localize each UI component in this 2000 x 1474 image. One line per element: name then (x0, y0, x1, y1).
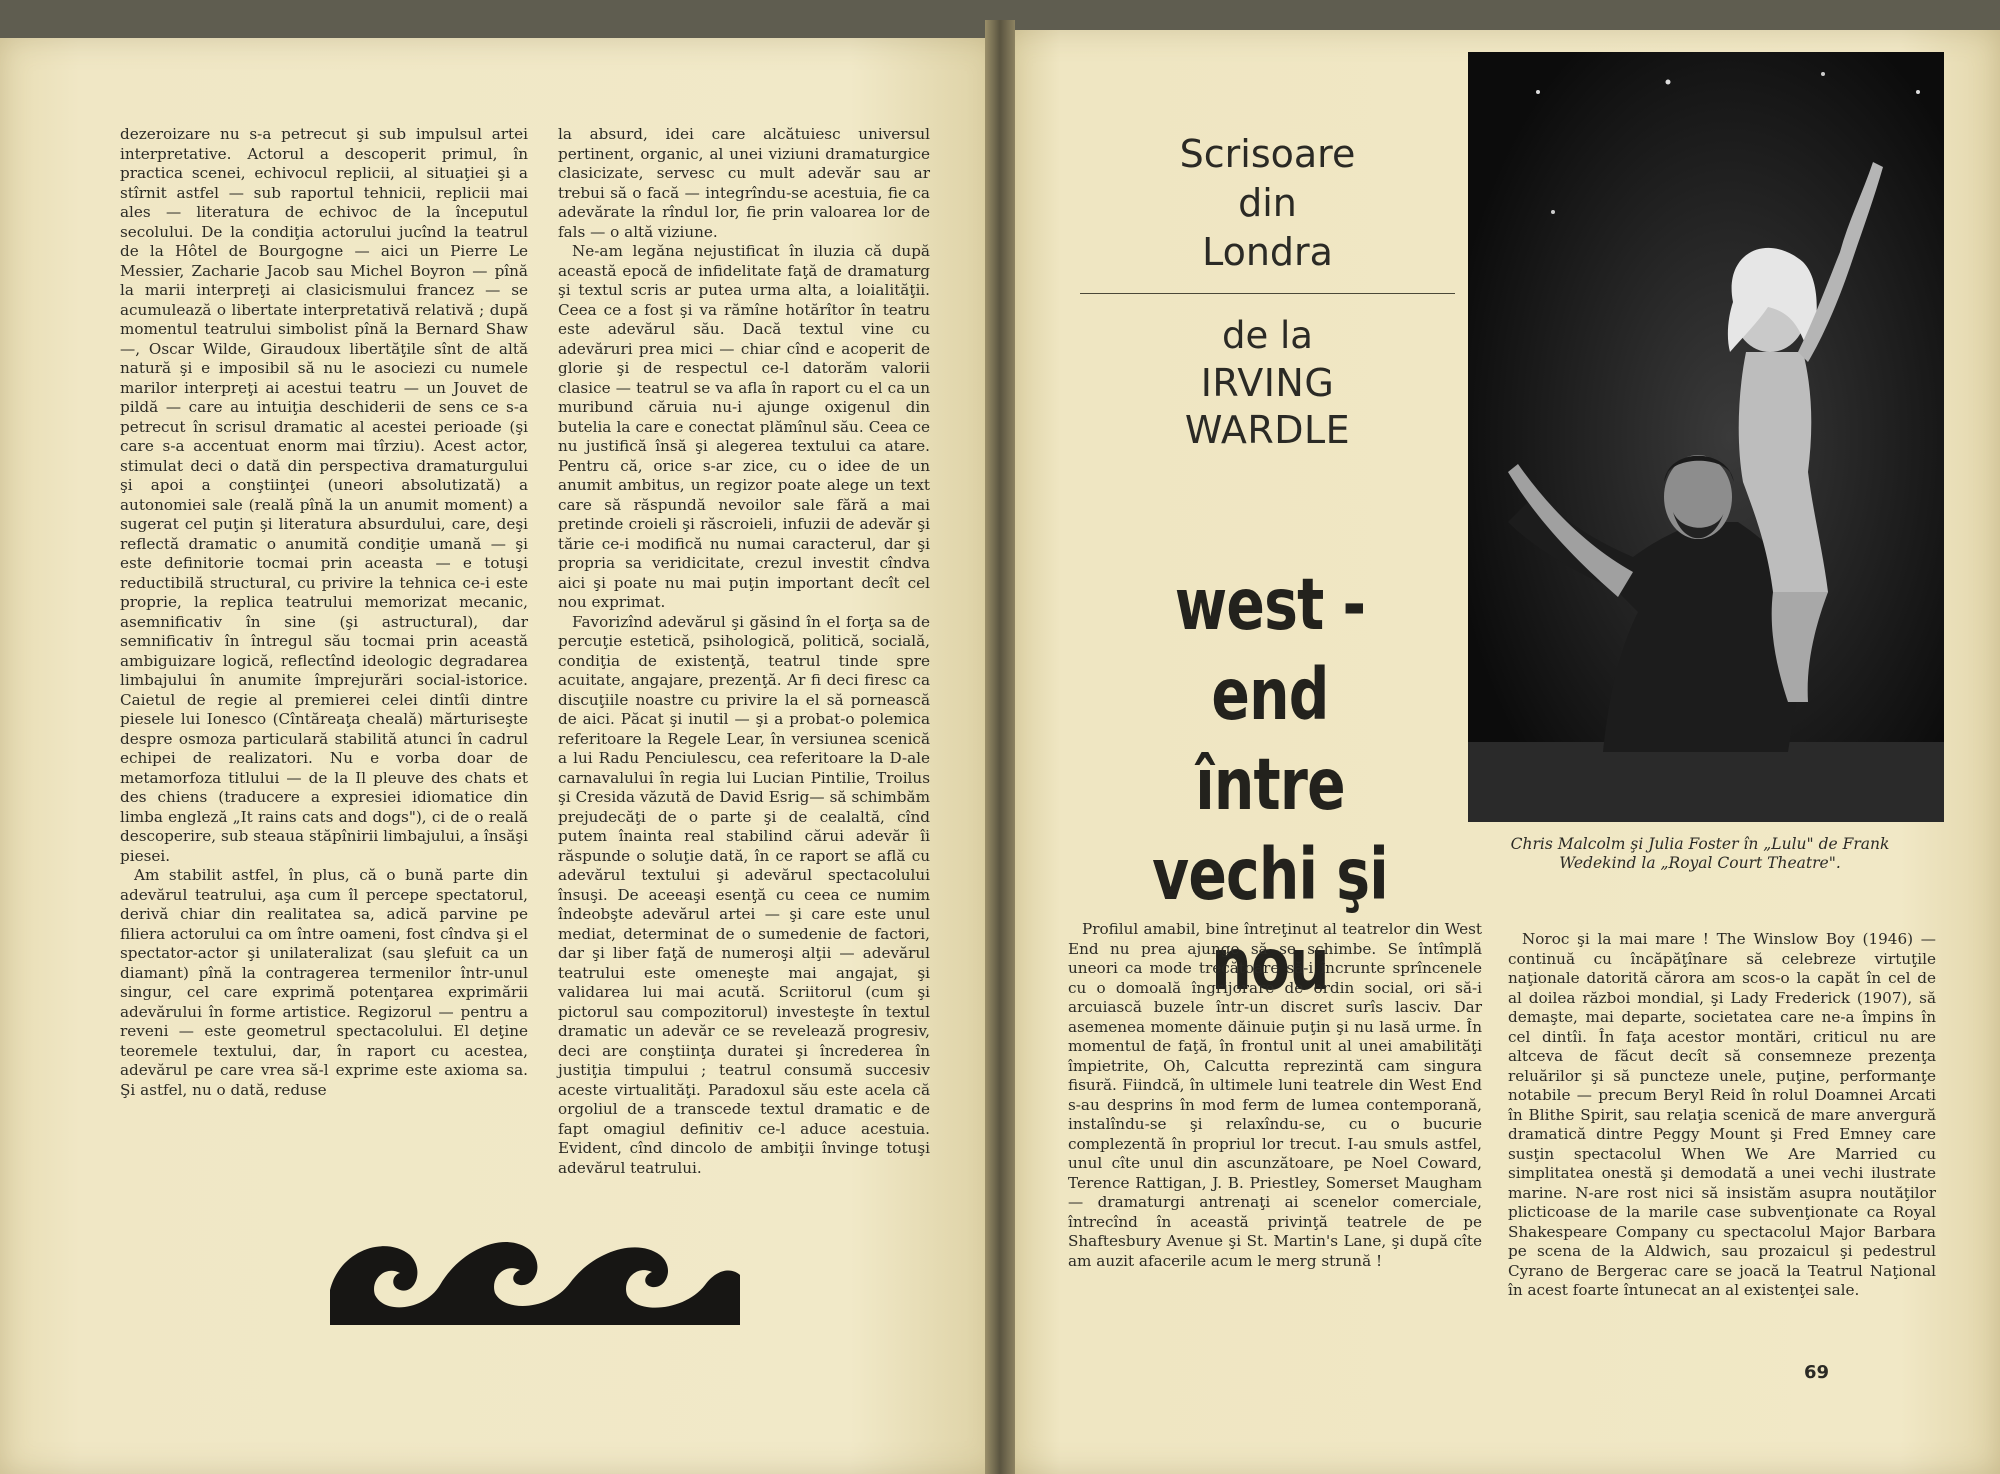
right-page-column-1 (1068, 920, 1482, 1271)
paragraph: la absurd, idei care alcătuiesc universul pertinent, organic, al unei viziuni dramaturgice clasicizate, servesc cu mult adevăr sau ar trebui să o facă — integrîndu-se acestuia, fie ca adevărate la rîndul lor, fie prin valoarea lor de fals — o altă viziune. (558, 125, 930, 241)
photo-caption: Chris Malcolm şi Julia Foster în „Lulu" de Frank Wedekind la „Royal Court Theatre". (1510, 835, 1890, 872)
article-header (1080, 130, 1455, 454)
title-line: west - end (1174, 563, 1366, 736)
stage-photo (1468, 52, 1944, 822)
left-page-column-1 (120, 125, 528, 1100)
byline-prefix: de la (1222, 314, 1313, 357)
page-number: 69 (1804, 1362, 1830, 1383)
left-page-column-2 (558, 125, 930, 1178)
kicker-line: Londra (1202, 230, 1333, 274)
paragraph: Profilul amabil, bine întreţinut al teatrelor din West End nu prea ajunge să se schimbe. Se întîmplă uneori ca mode trecătoare să-i încrunte sprîncenele cu o domoală îngrijorare de ordin social, ori să-i arcuiască buzele într-un discret surîs lasciv. Dar asemenea momente dăinuie puţin şi nu lasă urme. În momentul de faţă, în frontul unit al unei amabilităţi împietrite, Oh, Calcutta reprezintă cam singura fisură. Fiindcă, în ultimele luni teatrele din West End s-au desprins în mod ferm de lumea contemporană, instalîndu-se şi relaxîndu-se, cu o bucurie complezentă în propriul lor trecut. I-au smuls astfel, unul cîte unul din ascunzătoare, pe Noel Coward, Terence Rattigan, J. B. Priestley, Somerset Maugham — dramaturgi antrenaţi ai scenelor comerciale, întrecînd în această privinţă teatrele de pe Shaftesbury Avenue şi St. Martin's Lane, şi după cîte am auzit afacerile acum le merg strună ! (1068, 920, 1482, 1270)
paragraph: Noroc şi la mai mare ! The Winslow Boy (1946) — continuă cu încăpăţînare să celebreze virtuţile naţionale datorită cărora am scos-o la capăt în cel de al doilea război mondial, şi Lady Frederick (1907), să demaşte, mai departe, societatea care ne-a împins în cel dintîi. În faţa acestor montări, criticul nu are altceva de făcut decît să consemneze prezenţa reluărilor şi să puncteze unele, puţine, performanţe notabile — precum Beryl Reid în rolul Doamnei Arcati în Blithe Spirit, sau relaţia scenică de mare anvergură dramatică dintre Peggy Mount şi Fred Emney care susţin spectacolul When We Are Married cu simplitatea onestă şi demodată a unei vechi ilustrate marine. N-are rost nici să insistăm asupra noutăţilor plicticoase de la marile case subvenţionate ca Royal Shakespeare Company cu spectacolul Major Barbara pe scena de la Aldwich, sau prozaicul şi pedestrul Cyrano de Bergerac care se joacă la Teatrul Naţional în acest foarte întunecat an al existenţei sale. (1508, 930, 1936, 1299)
book-gutter (985, 20, 1015, 1474)
title-line: vechi şi nou (1152, 833, 1388, 1006)
author-name: WARDLE (1184, 408, 1351, 452)
right-page-column-2 (1508, 930, 1936, 1301)
author-name: IRVING (1200, 361, 1335, 405)
paragraph: Am stabilit astfel, în plus, că o bună parte din adevărul teatrului, aşa cum îl percepe spectatorul, derivă chiar din realitatea sa, adică parvine pe filiera actorului ca om între oameni, fost cîndva şi el spectator-actor şi unilateralizat (sau şlefuit ca un diamant) pînă la contragerea termenilor într-unul singur, cel care exprimă potenţarea exprimării adevărului în forme artistice. Regizorul — pentru a reveni — este geometrul spectacolului. El deţine teoremele textului, dar, în raport cu acestea, adevărul pe care vrea să-l exprime este axioma sa. Şi astfel, nu o dată, reduse (120, 866, 528, 1099)
paragraph: dezeroizare nu s-a petrecut şi sub impulsul artei interpretative. Actorul a descoperit primul, în practica scenei, echivocul replicii, al situaţiei şi a stîrnit astfel — sub raportul tehnicii, replicii mai ales — literatura de echivoc de la începutul secolului. De la condiţia actorului jucînd la teatrul de la Hôtel de Bourgogne — aici un Pierre Le Messier, Zacharie Jacob sau Michel Boyron — pînă la marii interpreţi ai clasicismului francez — se acumulează o libertate interpretativă relativă ; după momentul teatrului simbolist pînă la Bernard Shaw —, Oscar Wilde, Giraudoux libertăţile sînt de altă natură şi e imposibil să nu le asociezi cu numele marilor interpreţi ai acestui teatru — un Jouvet de pildă — care au intuiţia deschiderii de sens ce s-a petrecut în scrisul dramatic al acestei perioade (şi care s-a accentuat enorm mai tîrziu). Acest actor, stimulat deci o dată din perspectiva dramaturgului şi apoi a conştiinţei (uneori absolutizată) a autonomiei sale (reală pînă la un anumit moment) a sugerat cel puţin şi literatura absurdului, care, deşi reflectă dramatic o anumită condiţie umană — şi este definitorie tocmai prin aceasta — e totuşi reductibilă structural, cu privire la tehnica ce-i este proprie, la replica teatrului memorizat mecanic, asemnificativ în sine (şi astructural), dar semnificativ în întregul său tocmai prin această ambiguizare logică, reflectînd ideologic degradarea limbajului în anumite împrejurări social-istorice. Caietul de regie al premierei celei dintîi dintre piesele lui Ionesco (Cîntăreaţa cheală) mărturiseşte despre osmoza particulară stabilită atunci în cadrul echipei de realizatori. Nu e vorba doar de metamorfoza titlului — de la Il pleuve des chats et des chiens (traducere a expresiei idiomatice din limba engleză „It rains cats and dogs"), ci de o reală descoperire, sub steaua stăpînirii limbajului, a însăşi piesei. (120, 125, 528, 865)
divider (1080, 293, 1455, 294)
performers-photo-icon (1468, 52, 1944, 822)
kicker-line: Scrisoare (1179, 132, 1356, 176)
kicker-line: din (1238, 181, 1297, 225)
paragraph: Ne-am legăna nejustificat în iluzia că după această epocă de infidelitate faţă de dramaturg şi textul scris ar putea urma alta, a loialităţii. Ceea ce a fost şi va rămîne hotărîtor în teatru este adevărul său. Dacă textul vine cu adevăruri prea mici — chiar cînd e acoperit de glorie şi de respectul ce-l datorăm valorii clasice — teatrul se va afla în raport cu el ca un muribund căruia nu-i ajunge oxigenul din butelia la care e conectat plămînul său. Ceea ce nu justifică însă şi alegerea textului ca atare. Pentru că, orice s-ar zice, cu o idee de un anumit ambitus, un regizor poate alege un text care să răspundă nevoilor sale fără a mai pretinde croieli şi răscroieli, infuzii de adevăr şi tărie ce-i modifică nu numai caracterul, dar şi propria sa veridicitate, crezul investit cîndva aici şi poate nu mai puţin important decît cel nou exprimat. (558, 242, 930, 611)
paragraph: Favorizînd adevărul şi găsind în el forţa sa de percuţie estetică, psihologică, politică, socială, condiţia de existenţă, teatrul tinde spre acuitate, angajare, prezenţă. Ar fi deci firesc ca discuţiile noastre cu privire la el să pornească de aici. Păcat şi inutil — şi a probat-o polemica referitoare la Regele Lear, în versiunea scenică a lui Radu Penciulescu, cea referitoare la D-ale carnavalului în regia lui Lucian Pintilie, Troilus şi Cresida văzută de David Esrig— să schimbăm prejudecăţi de o parte şi de cealaltă, cînd putem înainta real stabilind cărui adevăr îi răspunde o soluţie dată, în ce raport se află cu adevărul textului şi adevărul spectacolului însuşi. De aceeaşi esenţă cu ceea ce numim îndeobşte adevărul artei — şi care este unul mediat, determinat de o sumedenie de factori, dar şi liber faţă de numeroşi alţii — adevărul teatrului este omeneşte mai angajat, şi validarea lui mai acută. Scriitorul (cum şi pictorul sau compozitorul) investeşte în textul dramatic un adevăr ce se revelează progresiv, deci are conştiinţa duratei şi încrederea în justiţia timpului ; teatrul consumă succesiv aceste virtualităţi. Paradoxul său este acela că orgoliul de a transcede textul dramatic e de fapt omagiul definitiv ce-l aduce acestuia. Evident, cînd dincolo de ambiţii învinge totuşi adevărul teatrului. (558, 612, 930, 1177)
wave-ornament-icon (330, 1215, 740, 1325)
title-line: între (1195, 743, 1345, 826)
